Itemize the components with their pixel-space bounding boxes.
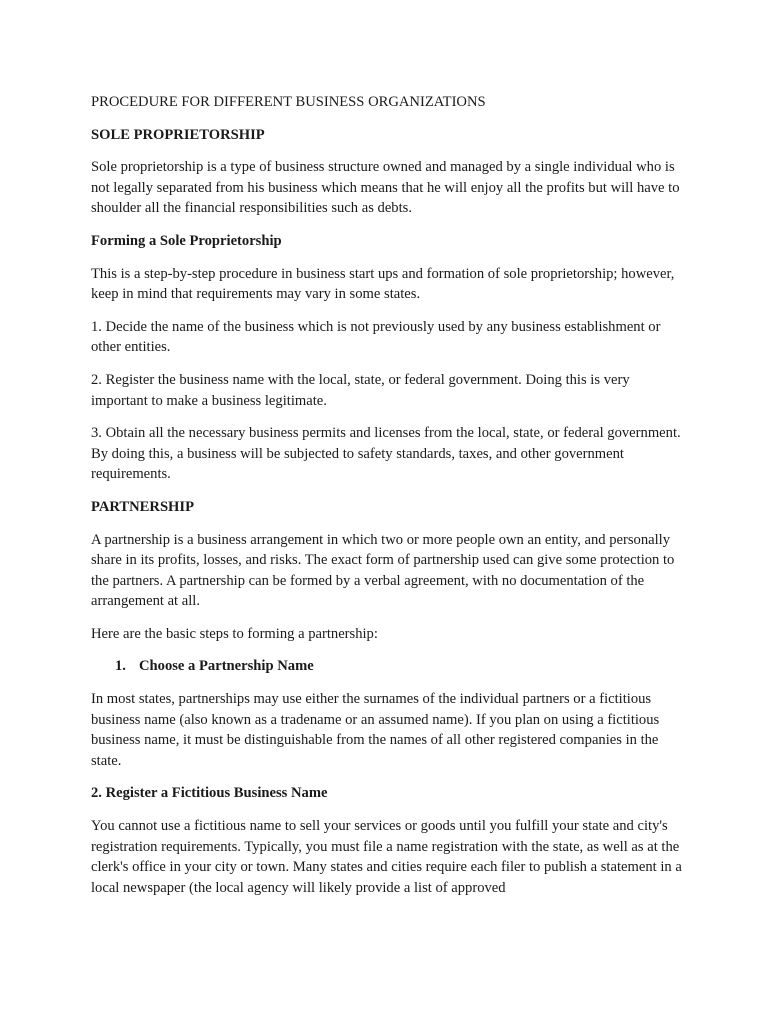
forming-sole-proprietorship-heading: Forming a Sole Proprietorship [91,232,282,249]
document-body [91,92,687,910]
step-number: 1. [115,658,126,675]
partnership-step-2-heading: 2. Register a Fictitious Business Name [91,785,328,802]
forming-intro: This is a step-by-step procedure in business start ups and formation of sole proprietorship; however, keep in mind that requirements may vary in some states. [91,265,675,303]
partnership-step-1-body: In most states, partnerships may use either the surnames of the individual partners or a fictitious business name (also known as a tradename or an assumed name). If you plan on using a fictitious business name, it must be distinguishable from the names of all other registered companies in the state. [91,691,660,769]
partnership-step-2-body: You cannot use a fictitious name to sell your services or goods until you fulfill your state and city's registration requirements. Typically, you must file a name registration with the state, as well as at the clerk's office in your city or town. Many states and cities require each filer to publish a statement in a local newspaper (the local agency will likely provide a list of approved [91,818,682,896]
step-title: Choose a Partnership Name [139,658,314,675]
partnership-intro: A partnership is a business arrangement in which two or more people own an entity, and personally share in its profits, losses, and risks. The exact form of partnership used can give some protection to the partners. A partnership can be formed by a verbal agreement, with no documentation of the arrangement at all. [91,531,675,610]
sole-step-2: 2. Register the business name with the local, state, or federal government. Doing this is very important to make a business legitimate. [91,371,630,409]
sole-step-1: 1. Decide the name of the business which is not previously used by any business establishment or other entities. [91,318,661,356]
sole-proprietorship-intro: Sole proprietorship is a type of business structure owned and managed by a single individual who is not legally separated from his business which means that he will enjoy all the profits but will have to shoulder all the financial responsibilities such as debts. [91,159,680,217]
document-title: PROCEDURE FOR DIFFERENT BUSINESS ORGANIZATIONS [91,94,486,110]
section-heading-sole-proprietorship: SOLE PROPRIETORSHIP [91,126,265,143]
sole-step-3: 3. Obtain all the necessary business permits and licenses from the local, state, or federal government. By doing this, a business will be subjected to safety standards, taxes, and other government requirements. [91,425,681,483]
section-heading-partnership: PARTNERSHIP [91,498,195,515]
partnership-step-1-heading [91,656,687,677]
partnership-steps-intro: Here are the basic steps to forming a partnership: [91,625,378,642]
